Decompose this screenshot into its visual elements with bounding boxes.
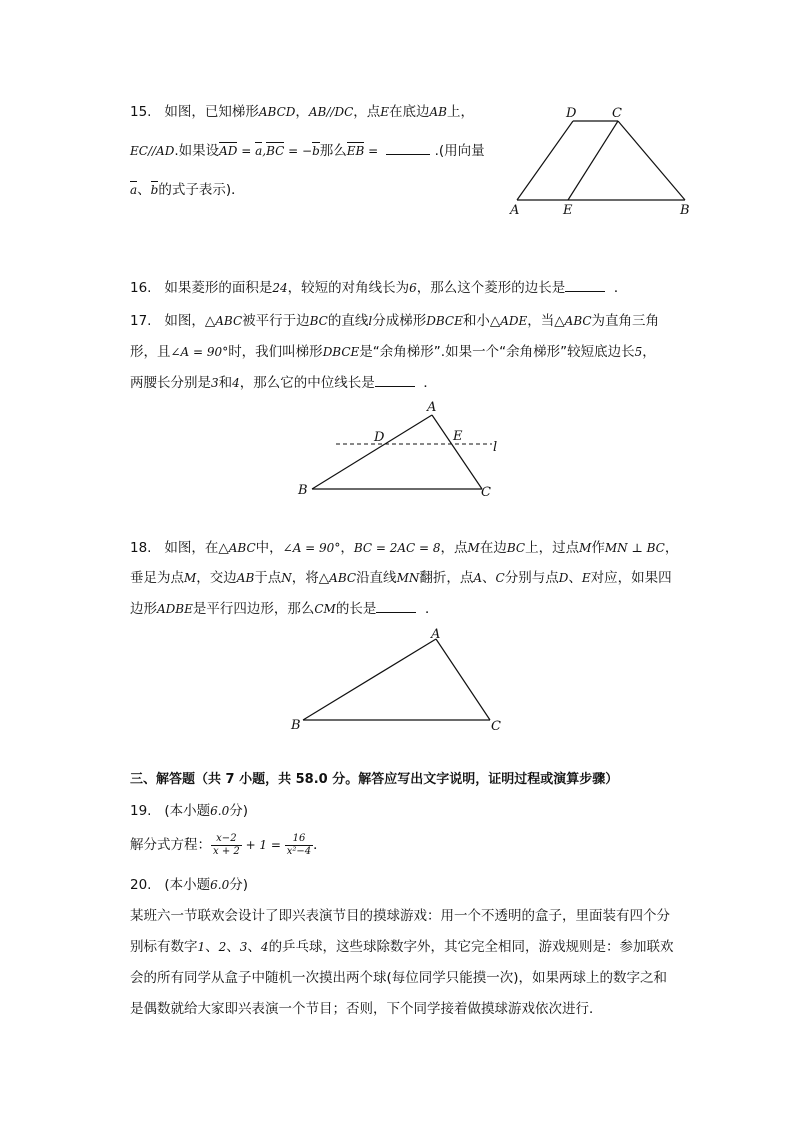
- q17-label-c: C: [481, 485, 491, 500]
- q18-line2: 垂足为点M，交边AB于点N，将△ABC沿直线MN翻折，点A、C分别与点D、E对应，如果四: [130, 570, 672, 586]
- q19-equation: 解分式方程： $\frac{x-2}{x + 2}$ + 1 = $\frac{16}{\text{x²−4}}$ ．: [130, 832, 327, 857]
- q17-label-a: A: [427, 400, 437, 415]
- q20-paragraph-line3: 会的所有同学从盒子中随机一次摸出两个球(每位同学只能摸一次)，如果两球上的数字之和: [130, 970, 668, 986]
- q15-line3: a、b的式子表示)．: [130, 182, 245, 198]
- q15-label-a: A: [510, 203, 520, 218]
- q18-line1: 18. 如图，在△ABC中，∠A = 90°，BC = 2AC = 8，点M在边BC上，过点M作MN ⊥ BC，: [130, 540, 679, 556]
- q16-line: 16. 如果菱形的面积是24，较短的对角线长为6，那么这个菱形的边长是 ．: [130, 280, 628, 296]
- q17-edge-ba: [312, 415, 432, 489]
- q17-answer-blank: [375, 374, 415, 387]
- q17-line3: 两腰长分别是3和4，那么它的中位线长是 ．: [130, 375, 437, 391]
- q20-paragraph-line2: 别标有数字1、2、3、4的乒乓球，这些球除数字外，其它完全相同，游戏规则是：参加联欢: [130, 939, 674, 955]
- q18-edge-ba: [303, 639, 436, 720]
- q17-label-b: B: [298, 483, 308, 498]
- q17-label-d: D: [374, 430, 385, 445]
- q17-triangle-figure: [290, 395, 510, 505]
- q18-answer-blank: [376, 600, 416, 613]
- q15-answer-blank: [386, 142, 430, 155]
- q15-trapezoid-figure: [500, 100, 700, 225]
- q18-label-b: B: [291, 718, 301, 733]
- section-3-heading: 三、解答题（共 7 小题，共 58.0 分。解答应写出文字说明，证明过程或演算步骤）: [130, 772, 619, 787]
- q18-triangle-figure: [285, 622, 515, 737]
- q15-edge-ad: [517, 121, 573, 200]
- q17-line2: 形，且∠A = 90°时，我们叫梯形DBCE是“余角梯形”.如果一个“余角梯形”较短底边长5，: [130, 344, 656, 360]
- q19-fraction-left: $\frac{x-2}{x + 2}$: [213, 832, 240, 857]
- q19-fraction-right: $\frac{16}{\text{x²−4}}$: [286, 832, 312, 857]
- q18-line3: 边形ADBE是平行四边形，那么CM的长是 ．: [130, 601, 439, 617]
- q15-edge-ec: [568, 121, 618, 200]
- q15-label-c: C: [612, 106, 622, 121]
- q18-label-a: A: [431, 627, 441, 642]
- q15-label-d: D: [566, 106, 577, 121]
- q15-label-b: B: [680, 203, 690, 218]
- q19-header: 19. (本小题6.0分): [130, 803, 249, 819]
- q16-answer-blank: [565, 279, 605, 292]
- q17-edge-ac: [432, 415, 482, 489]
- q17-line1: 17. 如图，△ABC被平行于边BC的直线l分成梯形DBCE和小△ADE，当△ABC为直角三角: [130, 313, 660, 329]
- q20-header: 20. (本小题6.0分): [130, 877, 249, 893]
- q18-edge-ac: [436, 639, 490, 720]
- q17-label-e: E: [453, 429, 463, 444]
- q15-edge-cb: [618, 121, 685, 200]
- q15-line1: 15. 如图，已知梯形ABCD，AB//DC，点E在底边AB上，: [130, 104, 474, 120]
- q15-line2: EC//AD.如果设AD = a,BC = −b那么EB = .(用向量: [130, 143, 485, 159]
- q15-label-e: E: [563, 203, 573, 218]
- q20-paragraph-line1: 某班六一节联欢会设计了即兴表演节目的摸球游戏：用一个不透明的盒子，里面装有四个分: [130, 908, 670, 924]
- q17-label-l: l: [493, 440, 498, 455]
- q20-paragraph-line4: 是偶数就给大家即兴表演一个节目；否则，下个同学接着做摸球游戏依次进行．: [130, 1001, 603, 1017]
- q18-label-c: C: [491, 719, 501, 734]
